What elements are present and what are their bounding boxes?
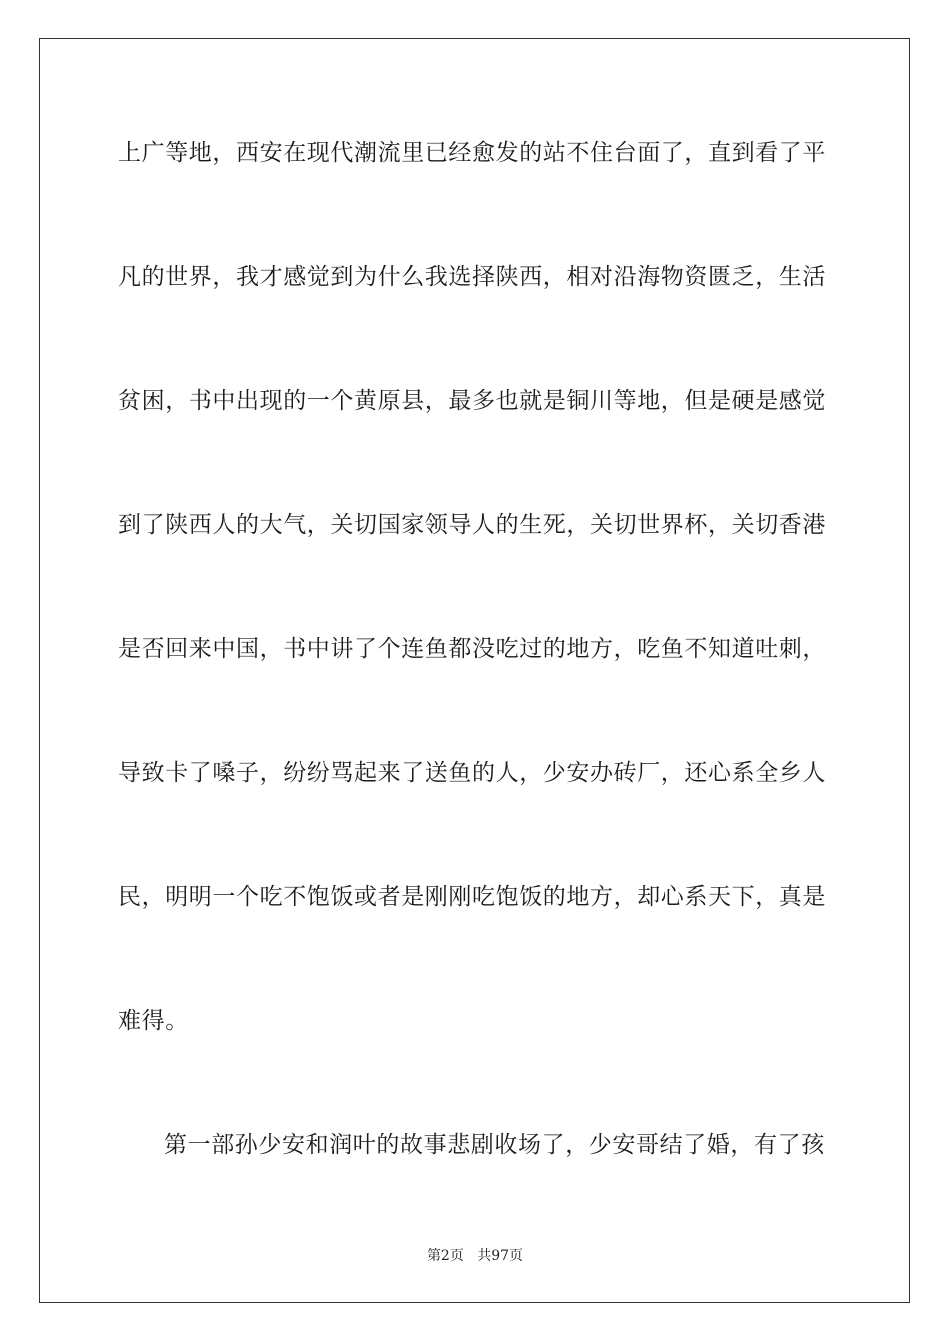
body-line-8: 难得。 — [118, 1008, 189, 1034]
body-line-6: 导致卡了嗓子，纷纷骂起来了送鱼的人，少安办砖厂，还心系全乡人 — [118, 760, 826, 786]
body-line-3: 贫困，书中出现的一个黄原县，最多也就是铜川等地，但是硬是感觉 — [118, 388, 826, 414]
body-line-1: 上广等地，西安在现代潮流里已经愈发的站不住台面了，直到看了平 — [118, 140, 826, 166]
body-line-4: 到了陕西人的大气，关切国家领导人的生死，关切世界杯，关切香港 — [118, 512, 826, 538]
body-line-2: 凡的世界，我才感觉到为什么我选择陕西，相对沿海物资匮乏，生活 — [118, 264, 826, 290]
page-number: 第2页 — [426, 1248, 464, 1264]
total-pages: 共97页 — [477, 1248, 524, 1264]
page-border — [39, 38, 910, 1303]
body-line-7: 民，明明一个吃不饱饭或者是刚刚吃饱饭的地方，却心系天下，真是 — [118, 884, 826, 910]
body-line-9: 第一部孙少安和润叶的故事悲剧收场了，少安哥结了婚，有了孩 — [164, 1132, 825, 1158]
page-footer — [0, 1247, 950, 1265]
body-line-5: 是否回来中国，书中讲了个连鱼都没吃过的地方，吃鱼不知道吐刺， — [118, 636, 826, 662]
